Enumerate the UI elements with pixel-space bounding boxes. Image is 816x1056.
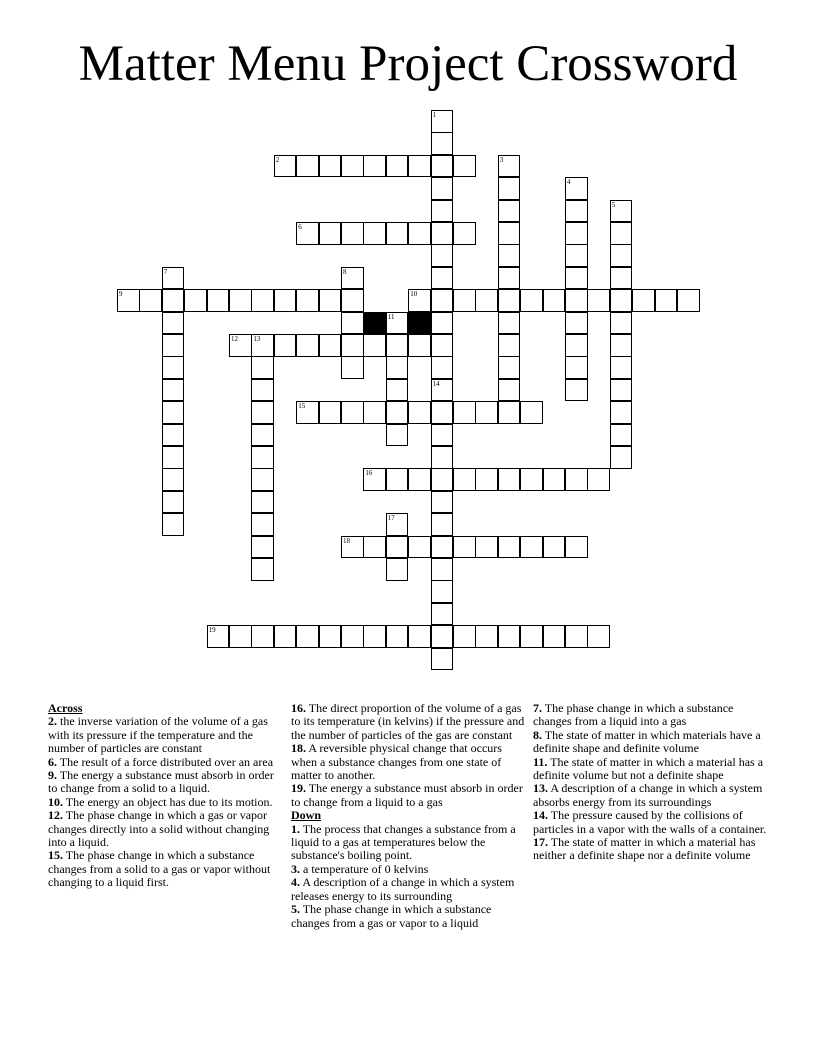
clue-number: 2 — [275, 155, 280, 164]
grid-cell[interactable] — [251, 356, 274, 379]
grid-cell[interactable] — [475, 536, 498, 559]
grid-cell[interactable] — [296, 334, 319, 357]
grid-cell[interactable] — [565, 356, 588, 379]
grid-cell[interactable] — [453, 155, 476, 178]
grid-cell[interactable] — [565, 267, 588, 290]
clue-number-label: 15. — [48, 848, 63, 863]
across-clue — [48, 849, 284, 889]
grid-cell[interactable] — [386, 513, 409, 536]
clue-number: 10 — [410, 290, 418, 299]
grid-cell[interactable] — [341, 267, 364, 290]
grid-cell[interactable] — [386, 155, 409, 178]
across-clue — [291, 742, 527, 782]
grid-cell[interactable] — [341, 155, 364, 178]
grid-cell[interactable] — [610, 200, 633, 223]
clue-number-label: 4. — [291, 875, 300, 890]
grid-cell[interactable] — [475, 401, 498, 424]
grid-cell[interactable] — [431, 401, 454, 424]
grid-cell[interactable] — [117, 289, 140, 312]
grid-cell[interactable] — [162, 513, 185, 536]
grid-cell[interactable] — [251, 536, 274, 559]
clue-text: The phase change in which a substance changes from a liquid into a gas — [533, 701, 734, 729]
clue-number: 4 — [567, 178, 571, 187]
grid-cell[interactable] — [498, 222, 521, 245]
grid-cell[interactable] — [610, 379, 633, 402]
grid-cell[interactable] — [386, 222, 409, 245]
grid-cell[interactable] — [655, 289, 678, 312]
clue-number: 9 — [119, 290, 123, 299]
across-clue — [291, 782, 527, 809]
clue-number-label: 1. — [291, 821, 300, 836]
grid-cell[interactable] — [162, 334, 185, 357]
clue-text: The state of matter in which materials have a definite shape and definite volume — [533, 727, 761, 756]
down-clue — [291, 863, 527, 876]
across-clue — [48, 769, 284, 796]
grid-cell[interactable] — [251, 625, 274, 648]
clue-text: The energy a substance must absorb in order to change from a liquid to a gas — [291, 781, 523, 809]
grid-cell[interactable] — [296, 222, 319, 245]
grid-cell[interactable] — [386, 625, 409, 648]
clue-number-label: 10. — [48, 794, 63, 809]
down-clue — [533, 809, 769, 836]
grid-cell[interactable] — [431, 267, 454, 290]
clue-number: 3 — [499, 155, 504, 164]
clue-text: a temperature of 0 kelvins — [300, 861, 429, 876]
grid-cell[interactable] — [139, 289, 162, 312]
grid-cell[interactable] — [363, 222, 386, 245]
grid-cell[interactable] — [543, 289, 566, 312]
down-clue — [533, 756, 769, 783]
clue-text: A reversible physical change that occurs when a substance changes from one state of matter to another. — [291, 741, 502, 783]
grid-cell[interactable] — [162, 379, 185, 402]
grid-cell[interactable] — [431, 334, 454, 357]
clue-text: The pressure caused by the collisions of particles in a vapor with the walls of a container. — [533, 808, 767, 836]
grid-cell[interactable] — [162, 401, 185, 424]
black-cell — [363, 312, 386, 335]
grid-cell[interactable] — [565, 244, 588, 267]
grid-cell[interactable] — [610, 334, 633, 357]
grid-cell[interactable] — [251, 558, 274, 581]
grid-cell[interactable] — [408, 401, 431, 424]
grid-cell[interactable] — [207, 625, 230, 648]
grid-cell[interactable] — [408, 468, 431, 491]
grid-cell[interactable] — [498, 155, 521, 178]
clue-number-label: 12. — [48, 808, 63, 823]
grid-cell[interactable] — [431, 536, 454, 559]
grid-cell[interactable] — [610, 446, 633, 469]
grid-cell[interactable] — [475, 468, 498, 491]
grid-cell[interactable] — [296, 289, 319, 312]
grid-cell[interactable] — [431, 132, 454, 155]
clue-text: The phase change in which a substance changes from a solid to a gas or vapor without changing to a liquid first. — [48, 848, 271, 890]
grid-cell[interactable] — [386, 558, 409, 581]
grid-cell[interactable] — [251, 468, 274, 491]
grid-cell[interactable] — [610, 289, 633, 312]
grid-cell[interactable] — [453, 289, 476, 312]
grid-cell[interactable] — [363, 468, 386, 491]
grid-cell[interactable] — [162, 356, 185, 379]
clue-number-label: 7. — [533, 701, 542, 715]
grid-cell[interactable] — [363, 401, 386, 424]
grid-cell[interactable] — [431, 648, 454, 671]
clue-column-3 — [533, 702, 769, 863]
grid-cell[interactable] — [162, 446, 185, 469]
grid-cell[interactable] — [565, 312, 588, 335]
grid-cell[interactable] — [386, 379, 409, 402]
grid-cell[interactable] — [341, 289, 364, 312]
clue-number-label: 11. — [533, 754, 548, 769]
grid-cell[interactable] — [319, 401, 342, 424]
across-clue — [48, 756, 284, 769]
grid-cell[interactable] — [498, 401, 521, 424]
grid-cell[interactable] — [431, 513, 454, 536]
grid-cell[interactable] — [408, 334, 431, 357]
grid-cell[interactable] — [162, 424, 185, 447]
grid-cell[interactable] — [431, 244, 454, 267]
grid-cell[interactable] — [565, 379, 588, 402]
grid-cell[interactable] — [274, 334, 297, 357]
clue-number-label: 3. — [291, 861, 300, 876]
grid-cell[interactable] — [251, 289, 274, 312]
clue-text: the inverse variation of the volume of a gas with its pressure if the temperature and the number of particles are constant — [48, 714, 268, 756]
grid-cell[interactable] — [565, 536, 588, 559]
grid-cell[interactable] — [431, 424, 454, 447]
grid-cell[interactable] — [453, 625, 476, 648]
grid-cell[interactable] — [274, 625, 297, 648]
grid-cell[interactable] — [610, 222, 633, 245]
grid-cell[interactable] — [319, 289, 342, 312]
grid-cell[interactable] — [498, 356, 521, 379]
grid-cell[interactable] — [565, 177, 588, 200]
grid-cell[interactable] — [408, 155, 431, 178]
grid-cell[interactable] — [498, 468, 521, 491]
grid-cell[interactable] — [363, 334, 386, 357]
page-title: Matter Menu Project Crossword — [78, 36, 738, 92]
grid-cell[interactable] — [587, 468, 610, 491]
clue-number: 7 — [163, 267, 168, 276]
grid-cell[interactable] — [431, 468, 454, 491]
grid-cell[interactable] — [274, 289, 297, 312]
grid-cell[interactable] — [543, 536, 566, 559]
grid-cell[interactable] — [363, 625, 386, 648]
grid-cell[interactable] — [229, 625, 252, 648]
clue-text: The phase change in which a gas or vapor changes directly into a solid without changing into a liquid. — [48, 808, 270, 850]
clue-text: The state of matter in which a material has neither a definite shape nor a definite volume — [533, 835, 756, 863]
grid-cell[interactable] — [453, 401, 476, 424]
grid-cell[interactable] — [319, 222, 342, 245]
down-clue — [533, 729, 769, 756]
grid-cell[interactable] — [610, 244, 633, 267]
clue-number: 6 — [298, 223, 302, 231]
grid-cell[interactable] — [498, 625, 521, 648]
grid-cell[interactable] — [431, 155, 454, 178]
grid-cell[interactable] — [341, 401, 364, 424]
grid-cell[interactable] — [341, 625, 364, 648]
grid-cell[interactable] — [162, 312, 185, 335]
grid-cell[interactable] — [251, 401, 274, 424]
grid-cell[interactable] — [520, 536, 543, 559]
grid-cell[interactable] — [565, 200, 588, 223]
grid-cell[interactable] — [431, 491, 454, 514]
grid-cell[interactable] — [520, 401, 543, 424]
clue-column-2 — [291, 702, 527, 930]
grid-cell[interactable] — [431, 222, 454, 245]
grid-cell[interactable] — [565, 625, 588, 648]
grid-cell[interactable] — [341, 356, 364, 379]
grid-cell[interactable] — [520, 289, 543, 312]
clue-number: 12 — [231, 335, 238, 343]
clue-number-label: 19. — [291, 781, 306, 796]
grid-cell[interactable] — [498, 536, 521, 559]
grid-cell[interactable] — [162, 267, 185, 290]
grid-cell[interactable] — [408, 289, 431, 312]
grid-cell[interactable] — [498, 200, 521, 223]
clue-text: The state of matter in which a material has a definite volume but not a definite shape — [533, 754, 764, 783]
grid-cell[interactable] — [610, 356, 633, 379]
grid-cell[interactable] — [386, 356, 409, 379]
down-clue — [533, 702, 769, 729]
clue-number: 15 — [298, 402, 306, 411]
grid-cell[interactable] — [363, 536, 386, 559]
grid-cell[interactable] — [610, 424, 633, 447]
clue-text: A description of a change in which a system absorbs energy from its surroundings — [533, 781, 763, 809]
grid-cell[interactable] — [453, 536, 476, 559]
grid-cell[interactable] — [162, 491, 185, 514]
clue-number: 18 — [343, 536, 350, 545]
grid-cell[interactable] — [431, 110, 454, 133]
clue-number-label: 17. — [533, 835, 548, 850]
grid-cell[interactable] — [498, 177, 521, 200]
grid-cell[interactable] — [498, 312, 521, 335]
grid-cell[interactable] — [408, 625, 431, 648]
clue-text: A description of a change in which a system releases energy to its surrounding — [291, 875, 515, 903]
grid-cell[interactable] — [565, 468, 588, 491]
down-heading: Down — [291, 808, 322, 823]
clue-number: 13 — [253, 335, 261, 343]
grid-cell[interactable] — [229, 289, 252, 312]
grid-cell[interactable] — [587, 289, 610, 312]
clue-number-label: 9. — [48, 768, 57, 783]
grid-cell[interactable] — [610, 267, 633, 290]
down-clue — [291, 823, 527, 863]
grid-cell[interactable] — [386, 312, 409, 335]
grid-cell[interactable] — [431, 289, 454, 312]
down-clue — [291, 903, 527, 930]
clue-number: 11 — [387, 312, 395, 321]
grid-cell[interactable] — [341, 334, 364, 357]
grid-cell[interactable] — [677, 289, 700, 312]
grid-cell[interactable] — [431, 603, 454, 626]
across-heading: Across — [48, 701, 83, 715]
grid-cell[interactable] — [408, 536, 431, 559]
grid-cell[interactable] — [431, 446, 454, 469]
clue-column-1 — [48, 702, 284, 890]
clue-number: 8 — [343, 267, 347, 276]
clue-number-label: 2. — [48, 714, 57, 729]
grid-cell[interactable] — [207, 289, 230, 312]
grid-cell[interactable] — [162, 289, 185, 312]
grid-cell[interactable] — [319, 155, 342, 178]
grid-cell[interactable] — [251, 334, 274, 357]
grid-cell[interactable] — [475, 289, 498, 312]
grid-cell[interactable] — [319, 625, 342, 648]
grid-cell[interactable] — [498, 267, 521, 290]
grid-cell[interactable] — [498, 379, 521, 402]
clue-number: 17 — [387, 514, 395, 523]
grid-cell[interactable] — [363, 155, 386, 178]
grid-cell[interactable] — [341, 536, 364, 559]
grid-cell[interactable] — [565, 334, 588, 357]
grid-cell[interactable] — [632, 289, 655, 312]
grid-cell[interactable] — [543, 625, 566, 648]
grid-cell[interactable] — [431, 558, 454, 581]
across-clue — [48, 796, 284, 809]
grid-cell[interactable] — [587, 625, 610, 648]
grid-cell[interactable] — [386, 468, 409, 491]
clue-text: The phase change in which a substance changes from a gas or vapor to a liquid — [291, 902, 492, 930]
grid-cell[interactable] — [296, 625, 319, 648]
across-clue — [48, 809, 284, 849]
clue-number: 19 — [208, 626, 216, 635]
clue-number: 16 — [365, 469, 373, 478]
grid-cell[interactable] — [431, 580, 454, 603]
across-clue — [48, 715, 284, 755]
down-clue — [533, 836, 769, 863]
clue-text: The process that changes a substance from a liquid to a gas at temperatures below the substance's boiling point. — [291, 821, 516, 863]
down-clue — [291, 876, 527, 903]
clue-number-label: 8. — [533, 727, 542, 742]
grid-cell[interactable] — [229, 334, 252, 357]
grid-cell[interactable] — [565, 289, 588, 312]
black-cell — [408, 312, 431, 335]
grid-cell[interactable] — [319, 334, 342, 357]
grid-cell[interactable] — [520, 625, 543, 648]
across-clue — [291, 702, 527, 742]
grid-cell[interactable] — [251, 513, 274, 536]
grid-cell[interactable] — [431, 312, 454, 335]
grid-cell[interactable] — [520, 468, 543, 491]
grid-cell[interactable] — [431, 379, 454, 402]
clue-number-label: 13. — [533, 781, 548, 796]
grid-cell[interactable] — [453, 222, 476, 245]
grid-cell[interactable] — [251, 446, 274, 469]
clue-number-label: 18. — [291, 741, 306, 756]
grid-cell[interactable] — [296, 401, 319, 424]
grid-cell[interactable] — [251, 424, 274, 447]
clue-text: The energy an object has due to its motion. — [63, 794, 273, 809]
grid-cell[interactable] — [610, 312, 633, 335]
grid-cell[interactable] — [498, 289, 521, 312]
grid-cell[interactable] — [453, 468, 476, 491]
grid-cell[interactable] — [543, 468, 566, 491]
grid-cell[interactable] — [184, 289, 207, 312]
down-clue — [533, 782, 769, 809]
grid-cell[interactable] — [341, 222, 364, 245]
grid-cell[interactable] — [251, 379, 274, 402]
clue-text: The direct proportion of the volume of a gas to its temperature (in kelvins) if the pressure and the number of particles of the gas are constant — [291, 701, 525, 742]
grid-cell[interactable] — [386, 401, 409, 424]
grid-cell[interactable] — [498, 334, 521, 357]
grid-cell[interactable] — [162, 468, 185, 491]
grid-cell[interactable] — [475, 625, 498, 648]
grid-cell[interactable] — [274, 155, 297, 178]
clue-number: 1 — [432, 111, 437, 119]
clue-number-label: 6. — [48, 754, 57, 769]
grid-cell[interactable] — [386, 424, 409, 447]
grid-cell[interactable] — [341, 312, 364, 335]
clue-number: 5 — [611, 200, 616, 209]
clue-number: 14 — [432, 379, 440, 388]
grid-cell[interactable] — [431, 200, 454, 223]
grid-cell[interactable] — [498, 244, 521, 267]
grid-cell[interactable] — [296, 155, 319, 178]
grid-cell[interactable] — [565, 222, 588, 245]
grid-cell[interactable] — [408, 222, 431, 245]
grid-cell[interactable] — [431, 356, 454, 379]
grid-cell[interactable] — [431, 625, 454, 648]
grid-cell[interactable] — [386, 334, 409, 357]
clue-text: The energy a substance must absorb in order to change from a solid to a liquid. — [48, 768, 274, 796]
clue-number-label: 5. — [291, 902, 300, 917]
clue-text: The result of a force distributed over an area — [57, 754, 274, 769]
grid-cell[interactable] — [386, 536, 409, 559]
grid-cell[interactable] — [610, 401, 633, 424]
grid-cell[interactable] — [251, 491, 274, 514]
clue-number-label: 14. — [533, 808, 548, 823]
grid-cell[interactable] — [431, 177, 454, 200]
clue-number-label: 16. — [291, 701, 306, 715]
